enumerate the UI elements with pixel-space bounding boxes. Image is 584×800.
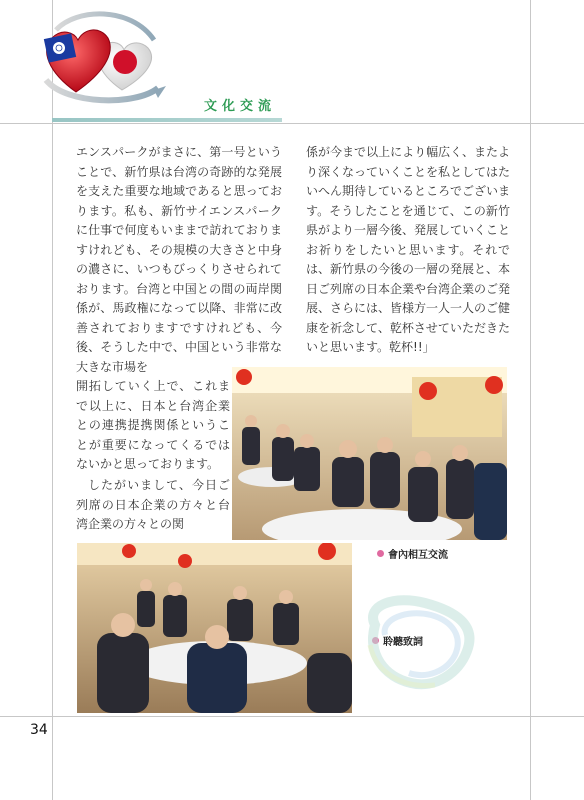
body-right-paragraph: 係が今まで以上により幅広く、またより深くなっていくことを私としてはたいへん期待しているところでございます。そうしたことを通じて、この新竹県がより一層今後、発展していくことお祈りをしたいと思います。それでは、新竹県の今後の一層の発展と、本日ご列席の日本企業や台湾企業のご発展、さらには、皆様方一人一人のご健康を祈念して、乾杯させていただきたいと思います。乾杯!!」 <box>306 145 511 354</box>
top-rule <box>0 123 584 124</box>
audience-listening-photo <box>77 543 352 713</box>
bottom-photo-caption-text: 聆聽致詞 <box>383 637 423 648</box>
bottom-rule <box>0 716 584 717</box>
title-accent-bar <box>52 118 282 122</box>
section-title: 文化交流 <box>204 99 277 114</box>
right-margin-rule <box>530 0 531 800</box>
body-left-paragraph-1: エンスパークがまさに、第一号ということで、新竹県は台湾の奇跡的な発展を支えた重要な地域であると思っております。私も、新竹サイエンスパークに仕事で何度もいままで訪れておりますけれども、その規模の大きさと中身の濃さに、いつもびっくりさせられております。台湾と中国との間の両岸関係が、馬政権になって以降、非常に改善されておりますですけれども、今後、そうした中で、中国という非常な大きな市場を <box>76 145 282 374</box>
body-left-paragraph-3: したがいまして、今日ご列席の日本企業の方々と台湾企業の方々との関 <box>76 478 230 531</box>
watercolor-loop-decoration <box>355 585 485 705</box>
banquet-interaction-photo <box>232 367 507 540</box>
body-left-paragraph-2: 開拓していく上で、これまで以上に、日本と台湾企業との連携提携関係ということが重要になってくるではないかと思っております。 <box>76 379 230 471</box>
top-photo-caption <box>377 546 448 561</box>
taiwan-japan-flag-hearts-icon <box>36 10 166 106</box>
page-number: 34 <box>30 722 48 738</box>
top-photo-caption-text: 會內相互交流 <box>388 550 448 561</box>
bullet-dot-icon <box>377 550 384 557</box>
